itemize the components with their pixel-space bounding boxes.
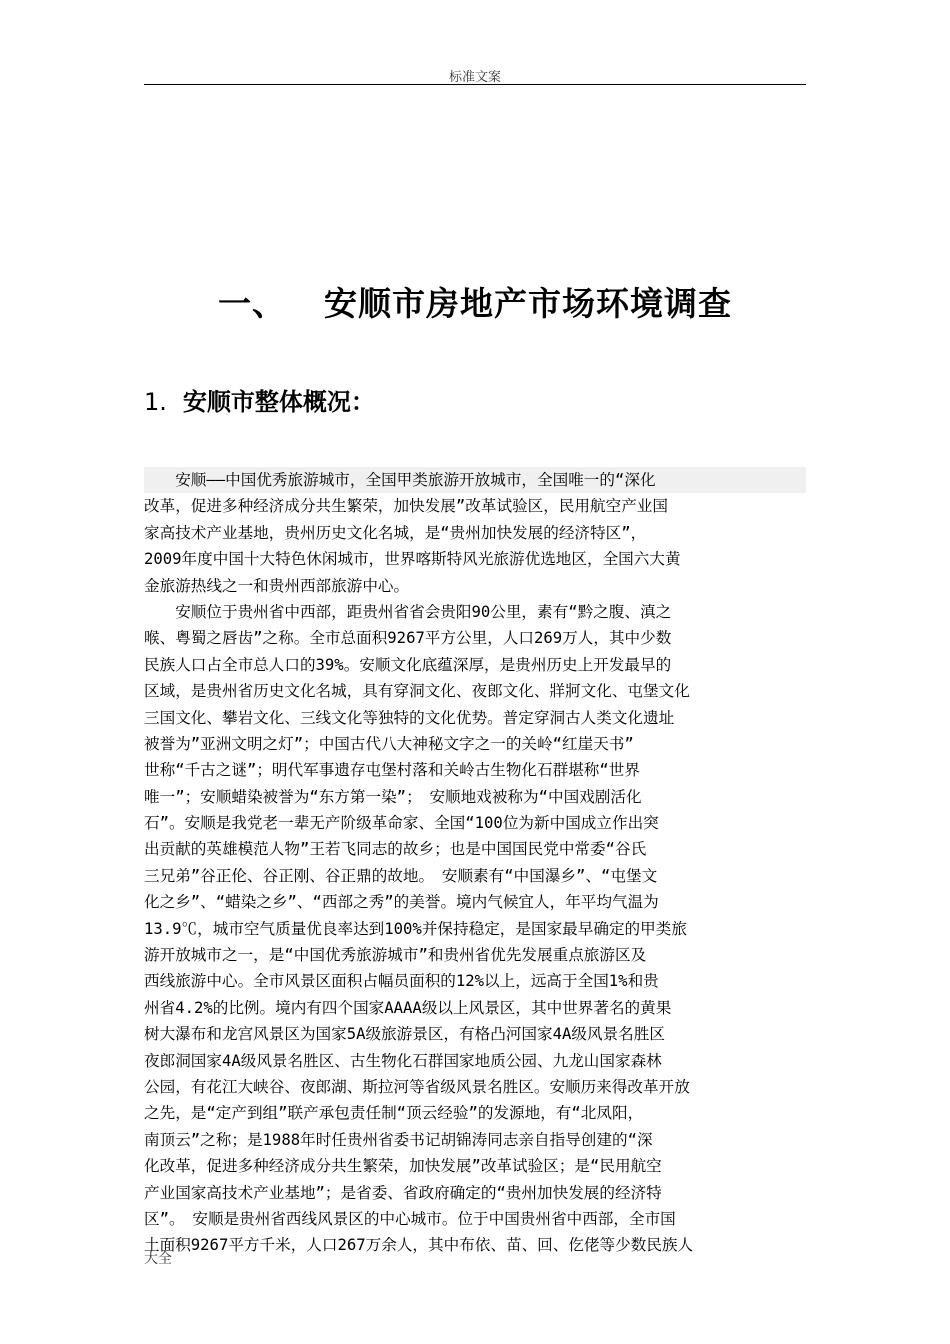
body-line: 区”。 安顺是贵州省西线风景区的中心城市。位于中国贵州省中西部，全市国 [144,1209,676,1228]
body-line: 三国文化、攀岩文化、三线文化等独特的文化优势。普定穿洞古人类文化遗址 [144,708,675,727]
body-line: 树大瀑布和龙宫风景区为国家5A级旅游景区，有格凸河国家4A级风景名胜区 [144,1025,665,1044]
body-line: 唯一”；安顺蜡染被誉为“东方第一染”； 安顺地戏被称为“中国戏剧活化 [144,787,642,806]
body-line: 2009年度中国十大特色休闲城市，世界喀斯特风光旅游优选地区，全国六大黄 [144,550,681,569]
body-line: 南顶云”之称；是1988年时任贵州省委书记胡锦涛同志亲自指导创建的“深 [144,1130,653,1149]
body-line: 州省4.2%的比例。境内有四个国家AAAA级以上风景区，其中世界著名的黄果 [144,998,672,1017]
chapter-title-text: 安顺市房地产市场环境调查 [324,284,732,323]
section-number: 1. [144,388,167,416]
body-line: 游开放城市之一，是“中国优秀旅游城市”和贵州省优先发展重点旅游区及 [144,946,647,965]
page-header: 标准文案 [448,70,501,85]
chapter-number: 一、 [218,284,286,323]
body-line: 被誉为”亚洲文明之灯”；中国古代八大神秘文字之一的关岭“红崖天书” [144,734,634,753]
body-line: 出贡献的英雄模范人物”王若飞同志的故乡；也是中国国民党中常委“谷氏 [144,840,647,859]
chapter-title [144,278,806,325]
body-line: 安顺位于贵州省中西部，距贵州省省会贵阳90公里，素有“黔之腹、滇之 [144,602,672,621]
body-line: 夜郎洞国家4A级风景名胜区、古生物化石群国家地质公园、九龙山国家森林 [144,1051,662,1070]
body-line: 化改革，促进多种经济成分共生繁荣，加快发展”改革试验区；是“民用航空 [144,1157,662,1176]
body-line: 金旅游热线之一和贵州西部旅游中心。 [144,576,410,595]
body-line: 安顺——中国优秀旅游城市，全国甲类旅游开放城市，全国唯一的“深化 [144,467,806,493]
body-line: 三兄弟”谷正伦、谷正刚、谷正鼎的故地。 安顺素有“中国瀑乡”、“屯堡文 [144,866,658,885]
body-line: 产业国家高技术产业基地”；是省委、省政府确定的“贵州加快发展的经济特 [144,1183,662,1202]
body-text [144,467,806,1259]
body-line: 土面积9267平方千米，人口267万余人，其中布依、苗、回、仡佬等少数民族人 [144,1236,694,1255]
body-line: 公园，有花江大峡谷、夜郎湖、斯拉河等省级风景名胜区。安顺历来得改革开放 [144,1077,690,1096]
page-footer: 大全 [144,1251,172,1267]
body-line: 化之乡”、“蜡染之乡”、“西部之秀”的美誉。境内气候宜人，年平均气温为 [144,893,659,912]
body-line: 13.9℃，城市空气质量优良率达到100%并保持稳定，是国家最早确定的甲类旅 [144,919,687,938]
header-divider [144,84,806,85]
body-line: 石”。安顺是我党老一辈无产阶级革命家、全国“100位为新中国成立作出突 [144,814,659,833]
body-line: 世称“千古之谜”；明代军事遗存屯堡村落和关岭古生物化石群堪称“世界 [144,761,640,780]
body-line: 民族人口占全市总人口的39%。安顺文化底蕴深厚，是贵州历史上开发最早的 [144,655,672,674]
body-line: 家高技术产业基地，贵州历史文化名城，是“贵州加快发展的经济特区”， [144,523,647,542]
section-heading [144,382,375,417]
body-line: 之先，是“定产到组”联产承包责任制“顶云经验”的发源地，有“北凤阳， [144,1104,644,1123]
body-line: 喉、粤蜀之唇齿”之称。全市总面积9267平方公里，人口269万人，其中少数 [144,629,672,648]
body-line: 西线旅游中心。全市风景区面积占幅员面积的12%以上，远高于全国1%和贵 [144,972,659,991]
body-line: 区域，是贵州省历史文化名城，具有穿洞文化、夜郎文化、牂牁文化、屯堡文化 [144,682,690,701]
body-line: 改革，促进多种经济成分共生繁荣，加快发展”改革试验区，民用航空产业国 [144,497,668,516]
section-heading-text: 安顺市整体概况： [182,388,375,416]
